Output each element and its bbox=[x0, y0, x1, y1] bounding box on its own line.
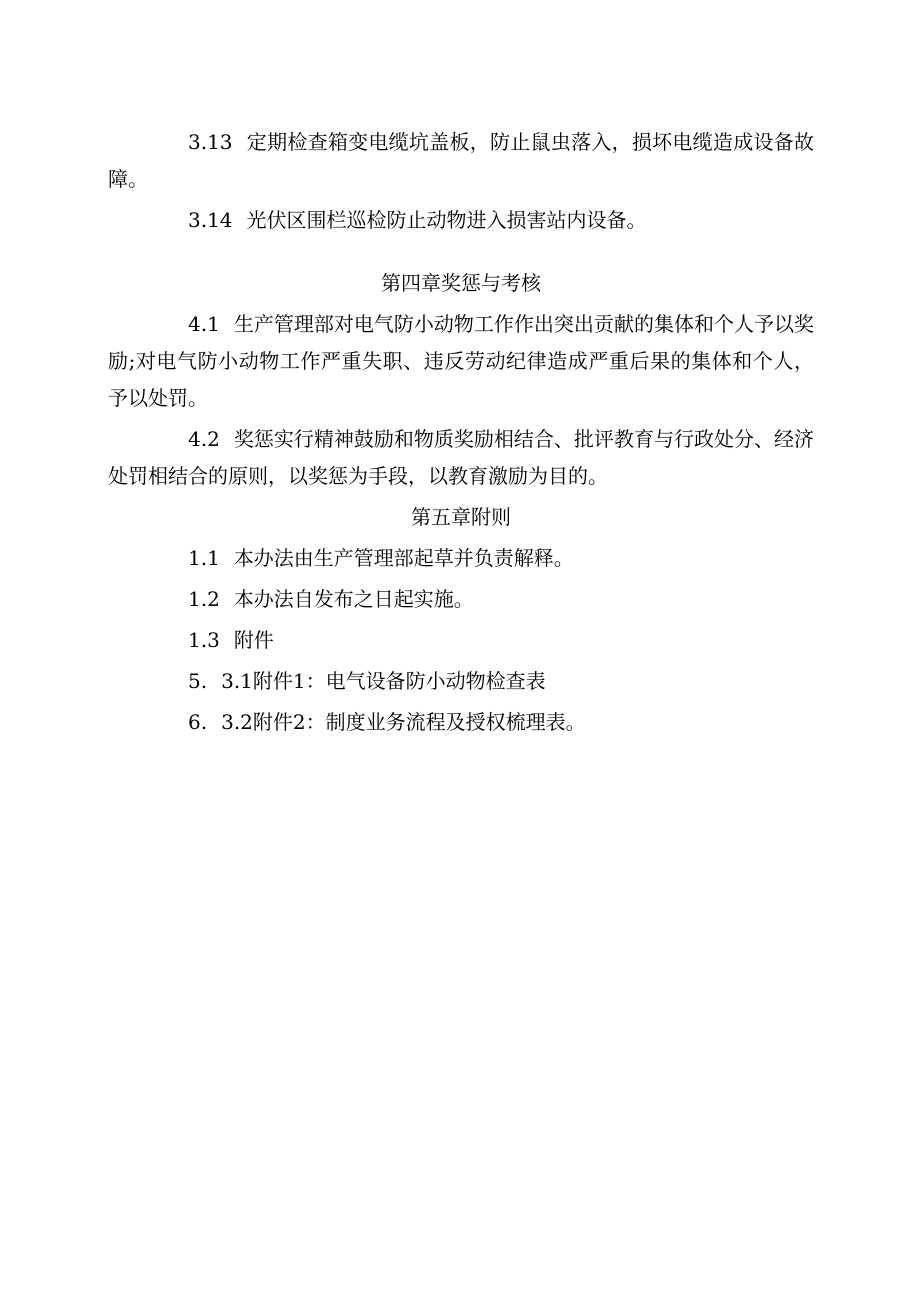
clause-1-3 bbox=[108, 622, 814, 659]
clause-text: 本办法自发布之日起实施。 bbox=[233, 587, 474, 611]
attachment-2 bbox=[108, 704, 814, 741]
clause-number: 1.1 bbox=[188, 546, 220, 570]
clause-number: 4.1 bbox=[188, 312, 220, 336]
clause-text: 光伏区围栏巡检防止动物进入损害站内设备。 bbox=[246, 208, 647, 232]
list-number: 6. bbox=[188, 710, 208, 734]
clause-text: 奖惩实行精神鼓励和物质奖励相结合、批评教育与行政处分、经济处罚相结合的原则，以奖惩为手段，以教育激励为目的。 bbox=[108, 427, 814, 488]
chapter-heading-4: 第四章奖惩与考核 bbox=[381, 271, 541, 295]
clause-number: 1.3 bbox=[188, 628, 220, 652]
clause-number: 3.14 bbox=[188, 208, 233, 232]
list-number: 5. bbox=[188, 669, 208, 693]
clause-1-1 bbox=[108, 540, 814, 577]
attachment-text: 3.2附件2：制度业务流程及授权梳理表。 bbox=[221, 710, 586, 734]
clause-3-14 bbox=[108, 202, 814, 239]
clause-text: 生产管理部对电气防小动物工作作出突出贡献的集体和个人予以奖励;对电气防小动物工作严重失职、违反劳动纪律造成严重后果的集体和个人，予以处罚。 bbox=[108, 312, 814, 410]
chapter-heading-5: 第五章附则 bbox=[411, 505, 511, 529]
attachment-text: 3.1附件1：电气设备防小动物检查表 bbox=[221, 669, 546, 693]
clause-text: 定期检查箱变电缆坑盖板，防止鼠虫落入，损坏电缆造成设备故障。 bbox=[108, 130, 814, 191]
clause-number: 4.2 bbox=[188, 427, 220, 451]
clause-4-1 bbox=[108, 306, 814, 417]
clause-number: 3.13 bbox=[188, 130, 233, 154]
document-body bbox=[108, 124, 814, 745]
clause-text: 本办法由生产管理部起草并负责解释。 bbox=[233, 546, 574, 570]
clause-4-2 bbox=[108, 421, 814, 495]
clause-1-2 bbox=[108, 581, 814, 618]
attachment-1 bbox=[108, 663, 814, 700]
clause-number: 1.2 bbox=[188, 587, 220, 611]
clause-text: 附件 bbox=[233, 628, 274, 652]
clause-3-13 bbox=[108, 124, 814, 198]
